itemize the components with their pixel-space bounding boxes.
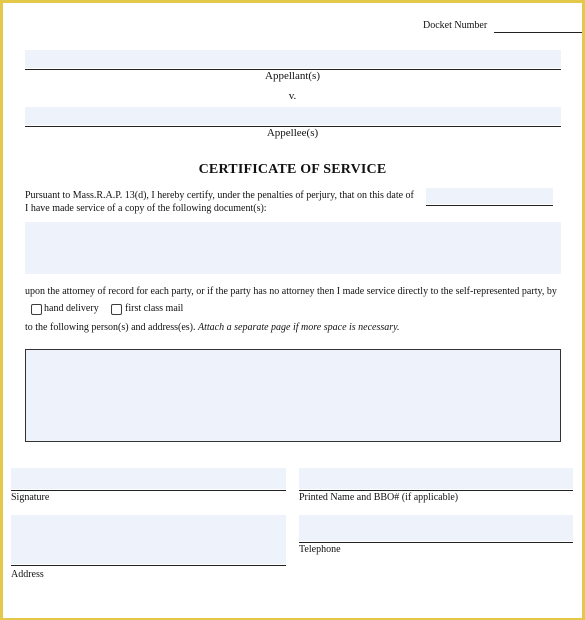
telephone-label: Telephone xyxy=(299,544,341,555)
service-to-label: to the following person(s) and address(es). xyxy=(25,322,196,333)
docket-number-label: Docket Number xyxy=(423,20,488,31)
certify-text-line2: I have made service of a copy of the following document(s): xyxy=(25,203,267,214)
service-date-line xyxy=(426,205,553,206)
address-label: Address xyxy=(11,569,44,580)
service-to-note: Attach a separate page if more space is necessary. xyxy=(198,322,400,333)
page-title: CERTIFICATE OF SERVICE xyxy=(198,162,387,177)
printed-name-label: Printed Name and BBO# (if applicable) xyxy=(299,492,459,503)
hand-delivery-checkbox[interactable] xyxy=(31,304,42,315)
printed-name-field[interactable] xyxy=(299,468,573,489)
service-to-text xyxy=(25,322,400,334)
first-class-mail-checkbox[interactable] xyxy=(111,304,122,315)
docket-number-line xyxy=(494,32,582,33)
first-class-mail-label: first class mail xyxy=(125,303,184,314)
signature-label: Signature xyxy=(11,492,50,503)
appellant-label: Appellant(s) xyxy=(265,70,320,82)
documents-field[interactable] xyxy=(25,222,561,274)
telephone-line xyxy=(299,542,573,543)
signature-line xyxy=(11,490,286,491)
signature-field[interactable] xyxy=(11,468,286,489)
appellant-field[interactable] xyxy=(25,50,561,68)
appellee-field[interactable] xyxy=(25,107,561,125)
appellee-label: Appellee(s) xyxy=(266,127,319,139)
addresses-field[interactable] xyxy=(25,349,561,442)
telephone-field[interactable] xyxy=(299,515,573,541)
service-method-text: upon the attorney of record for each party, or if the party has no attorney then I made service directly to the self-represented party, by xyxy=(25,286,557,297)
address-field[interactable] xyxy=(11,515,286,564)
docket-number-field[interactable] xyxy=(494,18,582,31)
address-line xyxy=(11,565,286,566)
printed-name-line xyxy=(299,490,573,491)
service-date-field[interactable] xyxy=(426,188,553,204)
hand-delivery-label: hand delivery xyxy=(44,303,99,314)
versus-label: v. xyxy=(288,90,297,102)
certify-text-line1: Pursuant to Mass.R.A.P. 13(d), I hereby certify, under the penalties of perjury, that on this date of xyxy=(25,190,414,201)
